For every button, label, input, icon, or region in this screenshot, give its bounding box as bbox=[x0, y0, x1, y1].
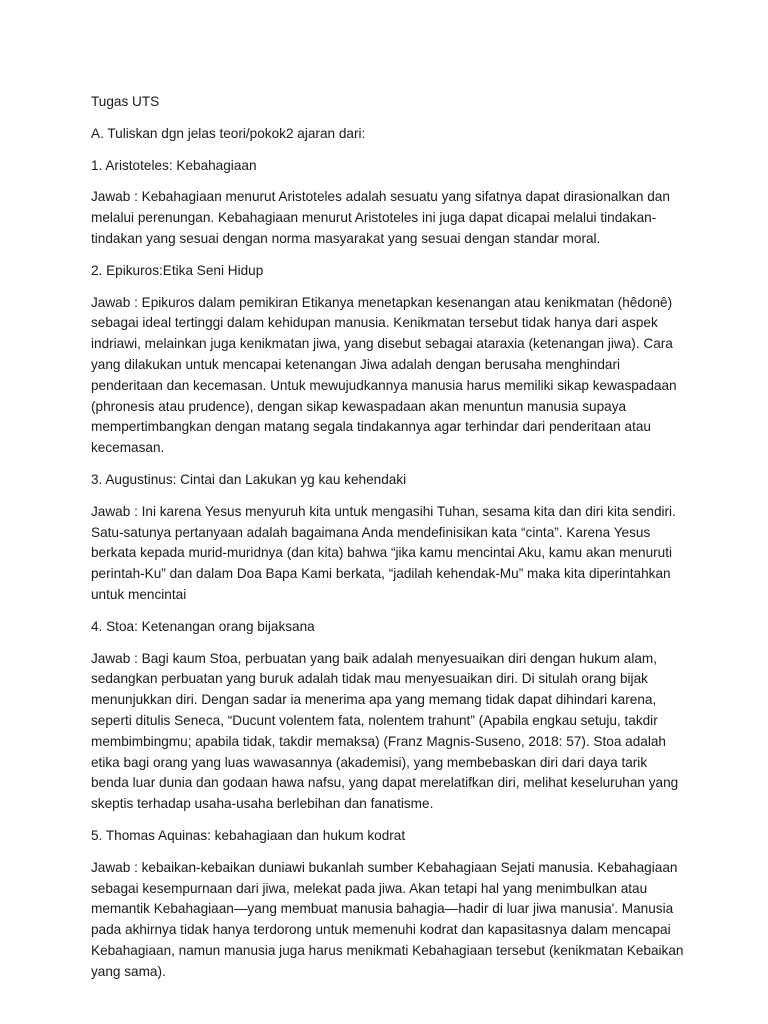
section-answer-thomas-aquinas: Jawab : kebaikan-kebaikan duniawi bukanlah sumber Kebahagiaan Sejati manusia. Kebahagiaan sebagai kesempurnaan dari jiwa, melekat pada jiwa. Akan tetapi hal yang menimbulkan atau memantik Kebahagiaan—yang membuat manusia bahagia—hadir di luar jiwa manusia'. Manusia pada akhirnya tidak hanya terdorong untuk memenuhi kodrat dan kapasitasnya dalam mencapai Kebahagiaan, namun manusia juga harus menikmati Kebahagiaan tersebut (kenikmatan Kebaikan yang sama). bbox=[91, 859, 684, 979]
instruction-text: A. Tuliskan dgn jelas teori/pokok2 ajaran dari: bbox=[91, 125, 366, 141]
section-heading-thomas-aquinas: 5. Thomas Aquinas: kebahagiaan dan hukum kodrat bbox=[91, 827, 406, 843]
section-heading-epikuros: 2. Epikuros:Etika Seni Hidup bbox=[91, 262, 264, 278]
document-title: Tugas UTS bbox=[91, 94, 160, 109]
section-answer-aristoteles: Jawab : Kebahagiaan menurut Aristoteles adalah sesuatu yang sifatnya dapat dirasionalkan dan melalui perenungan. Kebahagiaan menurut Aristoteles ini juga dapat dicapai melalui tindakan-tindakan yang sesuai dengan norma masyarakat yang sesuai dengan standar moral. bbox=[91, 189, 670, 246]
section-answer-stoa: Jawab : Bagi kaum Stoa, perbuatan yang baik adalah menyesuaikan diri dengan hukum alam, sedangkan perbuatan yang buruk adalah tidak mau menyesuaikan diri. Di situlah orang bijak menunjukkan diri. Dengan sadar ia menerima apa yang memang tidak dapat dihindari karena, seperti ditulis Seneca, “Ducunt volentem fata, nolentem trahunt” (Apabila engkau setuju, takdir membimbingmu; apabila tidak, takdir memaksa) (Franz Magnis-Suseno, 2018: 57). Stoa adalah etika bagi orang yang luas wawasannya (akademisi), yang membebaskan diri dari daya tarik benda luar dunia dan godaan hawa nafsu, yang dapat merelatifkan diri, melihat keseluruhan yang skeptis terhadap usaha-usaha berlebihan dan fanatisme. bbox=[91, 650, 679, 812]
section-heading-stoa: 4. Stoa: Ketenangan orang bijaksana bbox=[91, 618, 315, 634]
section-heading-aristoteles: 1. Aristoteles: Kebahagiaan bbox=[91, 157, 257, 173]
section-answer-augustinus: Jawab : Ini karena Yesus menyuruh kita untuk mengasihi Tuhan, sesama kita dan diri kita sendiri. Satu-satunya pertanyaan adalah bagaimana Anda mendefinisikan kata “cinta”. Karena Yesus berkata kepada murid-muridnya (dan kita) bahwa “jika kamu mencintai Aku, kamu akan menuruti perintah-Ku” dan dalam Doa Bapa Kami berkata, “jadilah kehendak-Mu” maka kita diperintahkan untuk mencintai bbox=[91, 503, 676, 602]
section-heading-augustinus: 3. Augustinus: Cintai dan Lakukan yg kau kehendaki bbox=[91, 471, 407, 487]
section-answer-epikuros: Jawab : Epikuros dalam pemikiran Etikanya menetapkan kesenangan atau kenikmatan (hêdonê) sebagai ideal tertinggi dalam kehidupan manusia. Kenikmatan tersebut tidak hanya dari aspek indriawi, melainkan juga kenikmatan jiwa, yang disebut sebagai ataraxia (ketenangan jiwa). Cara yang dilakukan untuk mencapai ketenangan Jiwa adalah dengan berusaha menghindari penderitaan dan kecemasan. Untuk mewujudkannya manusia harus memiliki sikap kewaspadaan (phronesis atau prudence), dengan sikap kewaspadaan akan menuntun manusia supaya mempertimbangkan dengan matang segala tindakannya agar terhindar dari penderitaan atau kecemasan. bbox=[91, 294, 677, 456]
